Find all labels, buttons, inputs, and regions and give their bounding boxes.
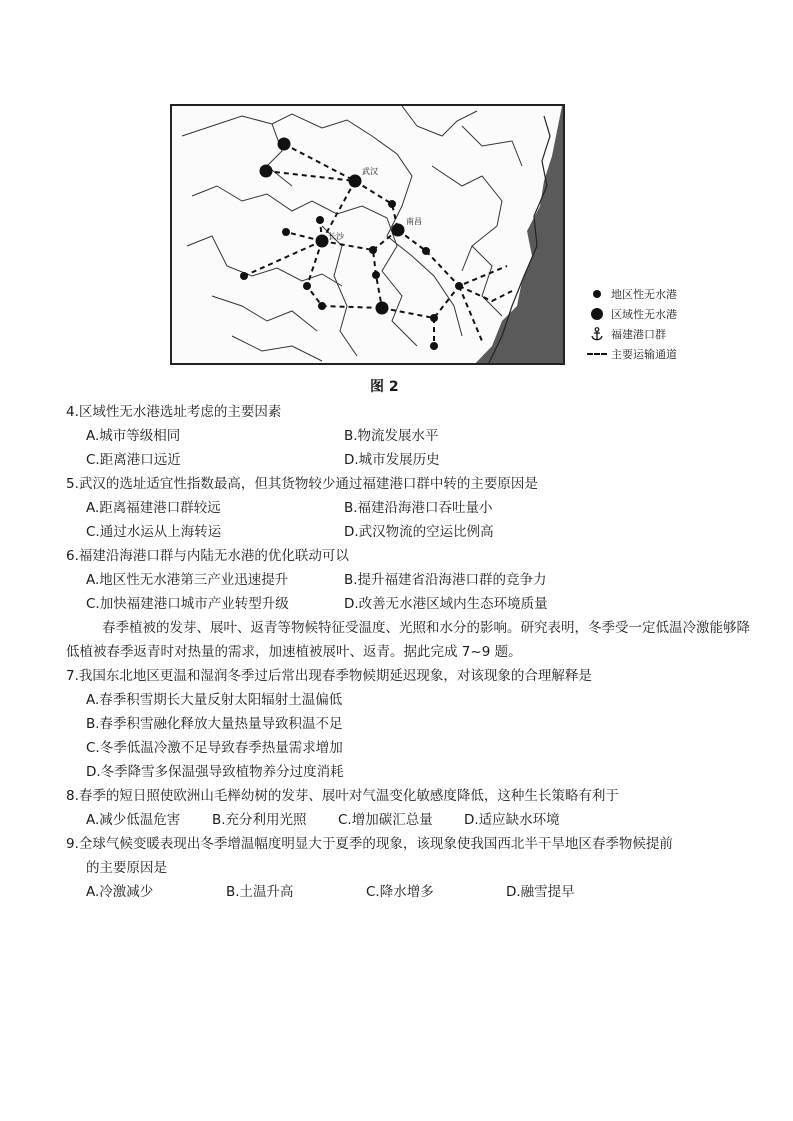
- option-b[interactable]: B.充分利用光照: [212, 812, 307, 828]
- port-node-small: [455, 282, 463, 290]
- option-d[interactable]: D.冬季降雪多保温强导致植物养分过度消耗: [86, 764, 344, 780]
- port-node-small: [422, 247, 430, 255]
- question-stem: 6.福建沿海港口群与内陆无水港的优化联动可以: [66, 548, 349, 564]
- port-node-small: [372, 271, 380, 279]
- legend-label: 地区性无水港: [611, 288, 677, 301]
- option-a[interactable]: A.距离福建港口群较远: [86, 500, 221, 516]
- map-label-nanchang: 南昌: [406, 217, 422, 226]
- option-d[interactable]: D.改善无水港区域内生态环境质量: [344, 596, 548, 612]
- transport-corridors: [244, 144, 512, 346]
- figure-caption: 图 2: [370, 379, 399, 395]
- question-stem: 5.武汉的选址适宜性指数最高，但其货物较少通过福建港口群中转的主要原因是: [66, 476, 538, 492]
- port-node-small: [369, 246, 377, 254]
- option-d[interactable]: D.武汉物流的空运比例高: [344, 524, 494, 540]
- option-row: [66, 688, 756, 712]
- port-node-small: [316, 216, 324, 224]
- option-c[interactable]: C.降水增多: [366, 884, 434, 900]
- map-figure: [170, 104, 565, 365]
- option-c[interactable]: C.通过水运从上海转运: [86, 524, 222, 540]
- option-row: [66, 712, 756, 736]
- port-node-small: [303, 282, 311, 290]
- small-dot-icon: [587, 290, 607, 298]
- port-node-large: [316, 235, 329, 248]
- question-content: [66, 400, 756, 904]
- question-stem: 4.区域性无水港选址考虑的主要因素: [66, 404, 282, 420]
- map-legend: [587, 284, 787, 364]
- option-row: [66, 808, 756, 832]
- port-node-small: [318, 302, 326, 310]
- option-c[interactable]: C.距离港口远近: [86, 452, 181, 468]
- port-node-large: [376, 302, 389, 315]
- option-row: [66, 592, 756, 616]
- option-d[interactable]: D.融雪提早: [506, 884, 575, 900]
- map-label-wuhan: 武汉: [362, 167, 378, 176]
- option-row: [66, 568, 756, 592]
- legend-label: 区域性无水港: [611, 308, 677, 321]
- reading-passage: 春季植被的发芽、展叶、返青等物候特征受温度、光照和水分的影响。研究表明，冬季受一定低温冷激能够降低植被春季返青时对热量的需求，加速植被展叶、返青。据此完成 7~9 题。: [66, 620, 750, 660]
- option-b[interactable]: B.春季积雪融化释放大量热量导致积温不足: [86, 716, 343, 732]
- option-row: [66, 520, 756, 544]
- option-c[interactable]: C.加快福建港口城市产业转型升级: [86, 596, 289, 612]
- port-node-small: [240, 272, 248, 280]
- port-node-large: [392, 224, 405, 237]
- option-row: [66, 424, 756, 448]
- question-stem-continued: 的主要原因是: [86, 860, 167, 876]
- option-b[interactable]: B.提升福建省沿海港口群的竞争力: [344, 572, 547, 588]
- dashed-line-icon: [587, 353, 607, 355]
- option-row: [66, 760, 756, 784]
- map-label-changsha: 长沙: [328, 232, 344, 241]
- province-boundaries: [182, 106, 522, 361]
- port-node-large: [260, 165, 273, 178]
- question-stem: 8.春季的短日照使欧洲山毛榉幼树的发芽、展叶对气温变化敏感度降低，这种生长策略有利于: [66, 788, 619, 804]
- legend-item: [587, 344, 787, 364]
- legend-label: 主要运输通道: [611, 348, 677, 361]
- local-dry-ports: [240, 200, 463, 350]
- option-d[interactable]: D.适应缺水环境: [464, 812, 560, 828]
- port-node-small: [430, 342, 438, 350]
- option-b[interactable]: B.物流发展水平: [344, 428, 439, 444]
- legend-label: 福建港口群: [611, 328, 666, 341]
- option-d[interactable]: D.城市发展历史: [344, 452, 440, 468]
- anchor-icon: [587, 327, 607, 341]
- option-b[interactable]: B.土温升高: [226, 884, 294, 900]
- regional-map: [172, 106, 565, 365]
- port-node-small: [388, 200, 396, 208]
- regional-dry-ports: [260, 138, 405, 315]
- legend-item: [587, 324, 787, 344]
- port-node-small: [430, 314, 438, 322]
- option-c[interactable]: C.冬季低温冷激不足导致春季热量需求增加: [86, 740, 343, 756]
- legend-item: [587, 304, 787, 324]
- port-node-small: [282, 228, 290, 236]
- option-row: [66, 448, 756, 472]
- option-b[interactable]: B.福建沿海港口吞吐量小: [344, 500, 493, 516]
- option-a[interactable]: A.地区性无水港第三产业迅速提升: [86, 572, 289, 588]
- option-a[interactable]: A.春季积雪期长大量反射太阳辐射土温偏低: [86, 692, 343, 708]
- large-dot-icon: [587, 308, 607, 320]
- option-row: [66, 496, 756, 520]
- option-a[interactable]: A.冷激减少: [86, 884, 154, 900]
- port-node-large: [278, 138, 291, 151]
- question-stem: 9.全球气候变暖表现出冬季增温幅度明显大于夏季的现象，该现象使我国西北半干旱地区春季物候提前: [66, 836, 673, 852]
- option-a[interactable]: A.城市等级相同: [86, 428, 181, 444]
- option-a[interactable]: A.减少低温危害: [86, 812, 181, 828]
- option-c[interactable]: C.增加碳汇总量: [338, 812, 433, 828]
- question-stem: 7.我国东北地区更温和湿润冬季过后常出现春季物候期延迟现象，对该现象的合理解释是: [66, 668, 592, 684]
- port-node-large: [349, 175, 362, 188]
- option-row: [66, 880, 756, 904]
- option-row: [66, 736, 756, 760]
- legend-item: [587, 284, 787, 304]
